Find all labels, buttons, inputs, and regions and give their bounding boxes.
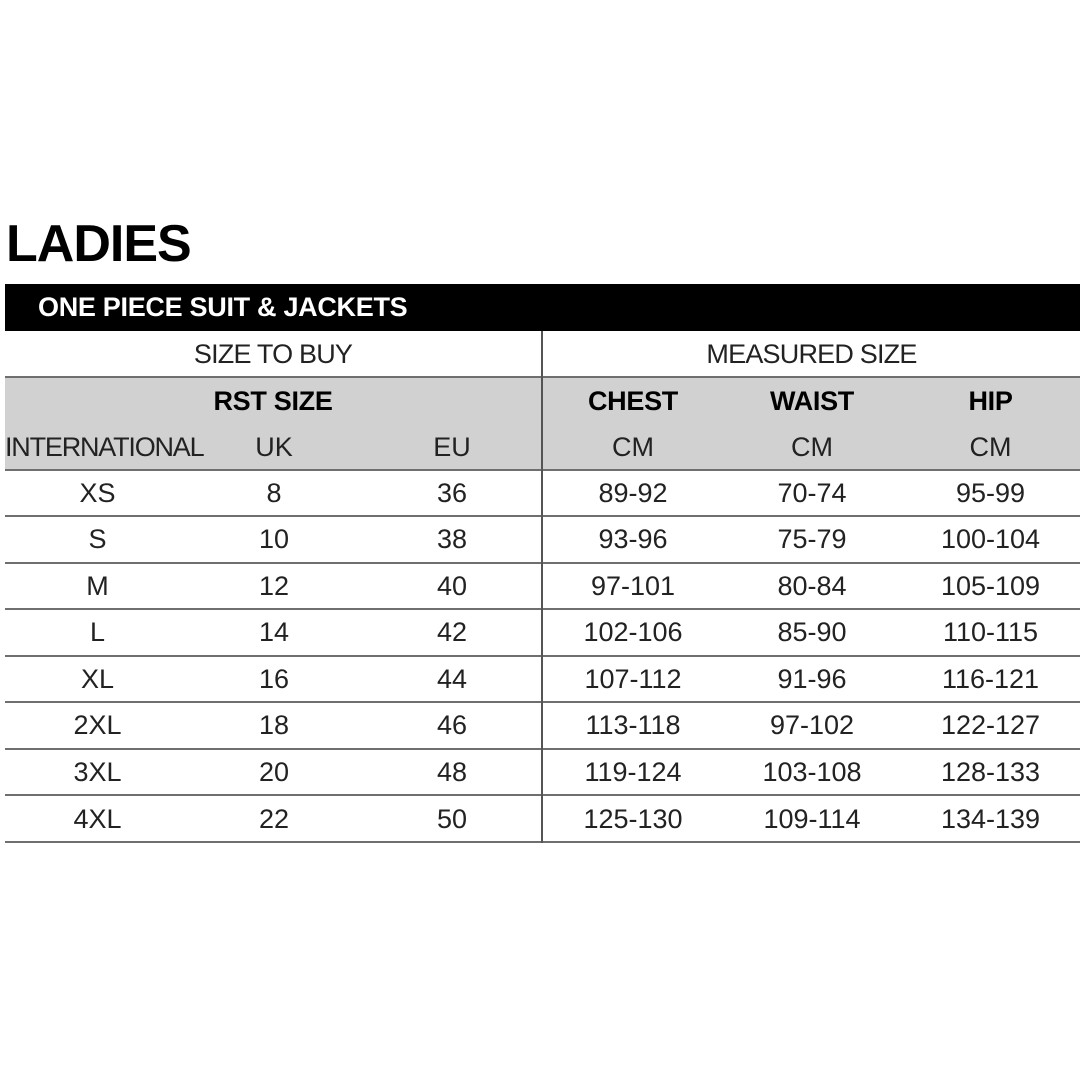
cell-eu: 50 [436,804,468,834]
cell-waist: 97-102 [769,710,855,740]
header-chest: CHEST [587,386,678,416]
cell-uk: 18 [258,710,290,740]
cell-hip: 110-115 [942,617,1039,647]
cell-waist: 109-114 [763,804,861,834]
cell-hip: 116-121 [941,664,1040,694]
cell-hip: 95-99 [955,478,1026,508]
cell-waist: 75-79 [777,524,847,554]
cell-hip: 105-109 [940,571,1041,601]
cell-chest: 102-106 [583,617,683,647]
cell-uk: 10 [258,524,290,554]
section-banner [5,284,1080,331]
cell-chest: 107-112 [584,664,682,694]
cell-intl: 4XL [73,804,122,834]
cell-intl: 2XL [73,710,122,740]
page-title: LADIES [6,215,191,273]
cell-eu: 40 [436,571,468,601]
cell-uk: 22 [258,804,290,834]
cell-eu: 46 [436,710,468,740]
cell-eu: 38 [436,524,468,554]
cell-intl: 3XL [73,757,122,787]
cell-eu: 36 [436,478,468,508]
header-waist: WAIST [770,386,854,416]
cell-chest: 113-118 [585,710,681,740]
header-uk: UK [255,432,293,462]
header-rst-size: RST SIZE [213,386,333,416]
header-eu: EU [433,432,471,462]
cell-chest: 93-96 [598,524,668,554]
header-international: INTERNATIONAL [5,432,204,462]
cell-waist: 70-74 [777,478,847,508]
cell-chest: 119-124 [584,757,682,787]
cell-chest: 125-130 [583,804,683,834]
cell-uk: 16 [258,664,290,694]
cell-hip: 100-104 [940,524,1041,554]
cell-eu: 48 [436,757,468,787]
cell-waist: 91-96 [777,664,847,694]
header-chest-unit: CM [612,432,654,462]
cell-uk: 14 [258,617,290,647]
header-hip: HIP [968,386,1013,416]
cell-eu: 44 [436,664,468,694]
cell-uk: 12 [258,571,290,601]
cell-hip: 122-127 [940,710,1041,740]
cell-uk: 8 [266,478,282,508]
header-hip-unit: CM [969,432,1012,462]
cell-intl: XS [79,478,116,508]
section-banner-label: ONE PIECE SUIT & JACKETS [38,292,408,322]
cell-waist: 80-84 [777,571,847,601]
cell-hip: 134-139 [940,804,1041,834]
cell-hip: 128-133 [940,757,1041,787]
cell-eu: 42 [436,617,468,647]
cell-waist: 103-108 [762,757,862,787]
cell-chest: 97-101 [590,571,676,601]
group-measured-size: MEASURED SIZE [706,339,917,369]
cell-chest: 89-92 [598,478,668,508]
group-size-to-buy: SIZE TO BUY [193,339,353,369]
cell-uk: 20 [258,757,290,787]
cell-intl: XL [80,664,115,694]
cell-intl: M [86,571,109,601]
header-waist-unit: CM [791,432,833,462]
cell-intl: S [88,524,107,554]
cell-waist: 85-90 [777,617,847,647]
cell-intl: L [89,617,106,647]
